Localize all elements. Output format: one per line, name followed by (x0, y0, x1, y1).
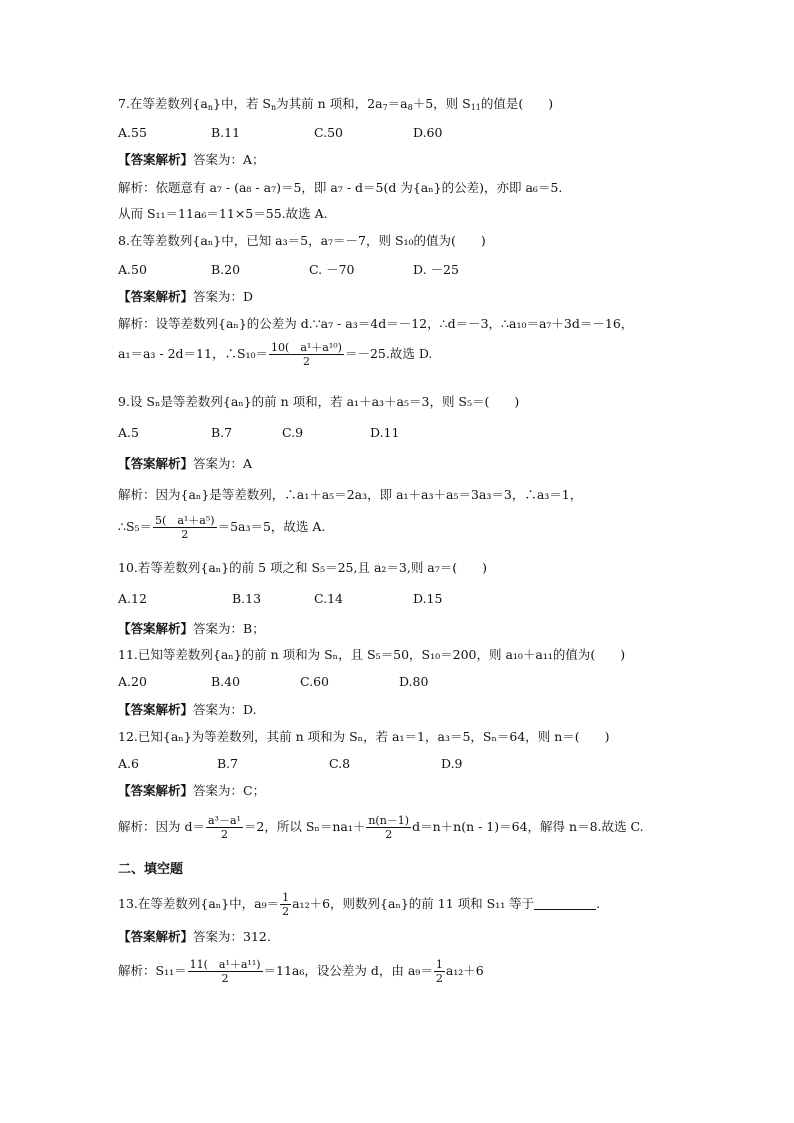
fraction (366, 814, 411, 841)
fraction (434, 958, 445, 985)
fraction (206, 814, 243, 841)
q9-stem: 9.设 Sₙ是等差数列{aₙ}的前 n 项和，若 a₁＋a₃＋a₅＝3，则 S₅＝( ) (118, 394, 520, 409)
q11-answer (118, 702, 257, 718)
fraction-denominator: 2 (366, 827, 411, 841)
q7-option-c: C.50 (314, 125, 343, 140)
q7-explanation-2: 从而 S₁₁＝11a₆＝11×5＝55.故选 A. (118, 206, 328, 221)
fraction-denominator: 2 (188, 971, 263, 985)
q12-explanation (118, 814, 644, 841)
q9-explanation-2 (118, 514, 325, 541)
answer-tag: 【答案解析】 (118, 289, 194, 304)
fraction-numerator: 1 (435, 958, 443, 971)
q10-option-c: C.14 (314, 591, 343, 606)
explanation-text: 解析：S₁₁＝ (118, 963, 187, 978)
q8-option-c: C. －70 (309, 262, 355, 277)
fraction-numerator: 1 (282, 891, 290, 904)
answer-text: 答案为：A (193, 456, 253, 471)
q12-stem: 12.已知{aₙ}为等差数列，其前 n 项和为 Sₙ，若 a₁＝1，a₃＝5，Sₙ＝64，则 n＝( ) (118, 729, 610, 744)
q9-option-a: A.5 (118, 425, 139, 440)
answer-tag: 【答案解析】 (118, 152, 194, 167)
fraction-denominator: 2 (435, 972, 443, 985)
q7-answer (118, 152, 265, 168)
q7-stem-part: 为其前 n 项和，2a (276, 96, 383, 111)
answer-text: 答案为：D. (193, 702, 257, 717)
q13-stem-part: 13.在等差数列{aₙ}中，a₉＝ (118, 896, 280, 911)
answer-tag: 【答案解析】 (118, 702, 194, 717)
q8-answer (118, 289, 253, 305)
answer-tag: 【答案解析】 (118, 929, 194, 944)
fraction (269, 341, 344, 368)
q7-explanation-1: 解析：依题意有 a₇ - (a₈ - a₇)＝5，即 a₇ - d＝5(d 为{aₙ}的公差)，亦即 a₆＝5. (118, 180, 563, 195)
q10-option-a: A.12 (118, 591, 147, 606)
explanation-text: ＝－25.故选 D. (344, 346, 433, 361)
fraction (188, 958, 263, 985)
fraction (153, 514, 217, 541)
answer-text: 答案为：D (193, 289, 254, 304)
answer-tag: 【答案解析】 (118, 621, 194, 636)
q12-option-d: D.9 (441, 756, 463, 771)
q10-option-d: D.15 (413, 591, 443, 606)
q7-stem (118, 96, 553, 112)
q10-stem: 10.若等差数列{aₙ}的前 5 项之和 S₅＝25,且 a₂＝3,则 a₇＝( ) (118, 560, 488, 575)
q12-option-c: C.8 (329, 756, 351, 771)
q7-sub: 7 (382, 103, 388, 112)
q8-option-a: A.50 (118, 262, 147, 277)
q10-option-b: B.13 (232, 591, 262, 606)
answer-text: 答案为：312. (193, 929, 271, 944)
q12-answer (118, 783, 265, 799)
q11-option-d: D.80 (399, 674, 429, 689)
q9-explanation-1: 解析：因为{aₙ}是等差数列，∴a₁＋a₅＝2a₃，即 a₁＋a₃＋a₅＝3a₃＝3，∴a₃＝1， (118, 487, 583, 502)
q10-answer (118, 621, 265, 637)
q7-stem-part: 7.在等差数列{a (118, 96, 208, 111)
explanation-text: d＝n＋n(n - 1)＝64，解得 n＝8.故选 C. (412, 819, 644, 834)
q7-option-a: A.55 (118, 125, 147, 140)
q11-option-b: B.40 (211, 674, 241, 689)
q7-stem-part: ＝a (387, 96, 408, 111)
fraction-numerator: 10( a¹＋a¹⁰) (271, 341, 342, 354)
fraction-numerator: n(n－1) (368, 814, 410, 827)
explanation-text: ＝11a₆，设公差为 d，由 a₉＝ (263, 963, 433, 978)
q8-option-d: D. －25 (413, 262, 459, 277)
q9-option-b: B.7 (211, 425, 233, 440)
answer-text: 答案为：A； (193, 152, 265, 167)
q9-option-c: C.9 (282, 425, 304, 440)
fraction-denominator: 2 (153, 527, 217, 541)
fraction-denominator: 2 (206, 827, 243, 841)
q13-answer (118, 929, 271, 945)
q7-stem-part: 的值是( ) (480, 96, 554, 111)
explanation-text: ∴S₅＝ (118, 519, 153, 534)
q7-option-b: B.11 (211, 125, 241, 140)
explanation-text: a₁₂＋6 (445, 963, 484, 978)
answer-tag: 【答案解析】 (118, 783, 194, 798)
q9-option-d: D.11 (370, 425, 400, 440)
q13-stem (118, 891, 600, 918)
answer-text: 答案为：C； (193, 783, 266, 798)
fraction-numerator: a³－a¹ (207, 814, 241, 827)
q9-answer (118, 456, 252, 472)
fraction-numerator: 5( a¹＋a⁵) (155, 514, 215, 527)
q8-explanation-2 (118, 341, 432, 368)
q12-option-b: B.7 (217, 756, 239, 771)
q8-explanation-1: 解析：设等差数列{aₙ}的公差为 d.∵a₇ - a₃＝4d＝－12，∴d＝－3，∴a₁₀＝a₇＋3d＝－16， (118, 316, 634, 331)
q7-stem-part: }中，若 S (213, 96, 271, 111)
fraction-numerator: 11( a¹＋a¹¹) (189, 958, 261, 971)
q13-stem-part: . (596, 896, 601, 911)
q7-sub: 8 (407, 103, 413, 112)
explanation-text: a₁＝a₃ - 2d＝11，∴S₁₀＝ (118, 346, 269, 361)
answer-text: 答案为：B； (193, 621, 265, 636)
q7-stem-part: ＋5，则 S (412, 96, 471, 111)
q11-stem: 11.已知等差数列{aₙ}的前 n 项和为 Sₙ，且 S₅＝50，S₁₀＝200，则 a₁₀＋a₁₁的值为( ) (118, 647, 626, 662)
answer-tag: 【答案解析】 (118, 456, 194, 471)
q12-option-a: A.6 (118, 756, 139, 771)
q7-sub: n (207, 103, 213, 112)
q13-explanation (118, 958, 484, 985)
section-title: 二、填空题 (118, 862, 184, 877)
q7-sub: n (271, 103, 277, 112)
fraction (280, 891, 291, 918)
q8-option-b: B.20 (211, 262, 241, 277)
fraction-denominator: 2 (269, 354, 344, 368)
q7-sub: 11 (470, 103, 481, 112)
q13-stem-part: a₁₂＋6，则数列{aₙ}的前 11 项和 S₁₁ 等于 (292, 896, 535, 911)
fraction-denominator: 2 (282, 905, 290, 918)
q11-option-a: A.20 (118, 674, 147, 689)
q11-option-c: C.60 (300, 674, 329, 689)
answer-blank[interactable] (534, 897, 596, 910)
q7-option-d: D.60 (413, 125, 443, 140)
q8-stem: 8.在等差数列{aₙ}中，已知 a₃＝5，a₇＝－7，则 S₁₀的值为( ) (118, 233, 486, 248)
explanation-text: ＝2，所以 Sₙ＝na₁＋ (243, 819, 366, 834)
explanation-text: ＝5a₃＝5，故选 A. (217, 519, 326, 534)
explanation-text: 解析：因为 d＝ (118, 819, 205, 834)
